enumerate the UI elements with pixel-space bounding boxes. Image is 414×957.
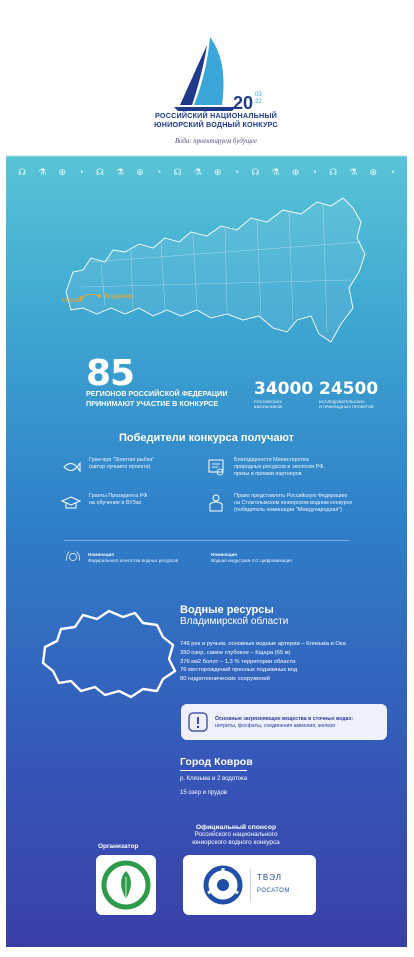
pollution-alert-bold: Основные загрязняющие вещества в сточных водах: bbox=[215, 716, 354, 722]
pollution-alert-detail: нитриты, фосфаты, соединения аммония, железо bbox=[215, 723, 336, 729]
organizer-logo-card bbox=[96, 855, 156, 915]
globe-icon: ⊕ bbox=[369, 167, 378, 177]
sponsor-line-1: Российского национального bbox=[194, 831, 278, 838]
drop-icon: ◔ bbox=[233, 167, 240, 177]
prize-stockholm bbox=[206, 493, 352, 514]
water-fact: 746 рек и ручьев, основные водные артерии – Клязьма и Ока bbox=[180, 641, 346, 647]
organizer-logo-icon bbox=[96, 855, 156, 915]
year-bottom: 22 bbox=[255, 99, 262, 105]
pollution-alert-text bbox=[215, 716, 383, 730]
prize-grand-prix bbox=[61, 457, 154, 477]
drop-icon: ◔ bbox=[155, 167, 162, 177]
drop-icon: ◔ bbox=[311, 167, 317, 177]
city-line-2: 15 озер и прудов bbox=[180, 790, 227, 796]
rosatom-label: РОСАТОМ bbox=[257, 888, 290, 894]
infographic-poster bbox=[6, 7, 407, 947]
graduation-cap-icon bbox=[61, 493, 81, 513]
laurel-emblem-icon bbox=[64, 548, 82, 566]
students-count: 34000 bbox=[254, 379, 314, 399]
globe-icon: ⊕ bbox=[136, 167, 144, 177]
prize-president-grants-line-1: Гранты Президента РФ bbox=[89, 493, 148, 499]
fish-icon bbox=[61, 457, 81, 477]
city-underline bbox=[180, 770, 247, 771]
winners-title: Победители конкурса получают bbox=[118, 432, 294, 444]
title-line-1: РОССИЙСКИЙ НАЦИОНАЛЬНЫЙ bbox=[155, 111, 277, 120]
projects-stat bbox=[319, 379, 389, 409]
nomination-federal-agency bbox=[88, 552, 178, 564]
year-small-label bbox=[255, 92, 262, 106]
section-divider bbox=[64, 540, 349, 541]
microscope-icon: ⚗ bbox=[38, 167, 47, 177]
nomination-industry-text: Водная индустрия 4.0: цифровизация bbox=[211, 558, 292, 563]
nomination-federal-agency-title: Номинация bbox=[88, 552, 114, 557]
sponsor-line-2: юниорского водного конкурса bbox=[192, 839, 280, 846]
title-line-2: ЮНИОРСКИЙ ВОДНЫЙ КОНКУРС bbox=[154, 120, 278, 129]
microscope-icon: ⚗ bbox=[349, 167, 358, 177]
regions-line-2: ПРИНИМАЮТ УЧАСТИЕ В КОНКУРСЕ bbox=[86, 399, 219, 408]
water-facts-list bbox=[180, 640, 400, 684]
rosatom-logo-icon bbox=[203, 865, 243, 905]
nomination-industry-title: Номинация bbox=[211, 552, 237, 557]
sponsor-title: Официальный спонсор bbox=[195, 824, 277, 831]
prize-ministry-line-1: Благодарности Министерства bbox=[234, 457, 309, 463]
regions-count: 85 bbox=[86, 353, 135, 394]
water-fact: 76 месторождений пресных подземных вод bbox=[180, 667, 298, 674]
ear-icon: ☊ bbox=[18, 167, 27, 177]
regions-label bbox=[86, 389, 256, 409]
vladimir-region-map bbox=[39, 607, 179, 702]
prize-stockholm-line-3: (победитель номинации "Международная") bbox=[234, 507, 343, 513]
nomination-industry bbox=[211, 552, 292, 564]
decorative-icon-row bbox=[6, 165, 407, 179]
microscope-icon: ⚗ bbox=[271, 167, 280, 177]
organizer-label: Организатор bbox=[98, 843, 139, 850]
prize-grand-prix-line-1: Гран-при "Золотая рыбка" bbox=[89, 457, 155, 463]
water-fact: 80 гидротехнических сооружений bbox=[180, 676, 270, 683]
prize-ministry bbox=[206, 457, 325, 478]
globe-icon: ⊕ bbox=[58, 167, 67, 177]
prize-stockholm-line-1: Право представлять Российскую Федерацию bbox=[234, 493, 348, 499]
students-label-line-1: РОССИЙСКИХ bbox=[254, 399, 282, 404]
prize-stockholm-text bbox=[234, 493, 352, 514]
prize-ministry-line-2: природных ресурсов и экологии РФ, bbox=[234, 464, 325, 470]
prize-ministry-line-3: призы и премии партнеров bbox=[234, 471, 302, 477]
globe-icon: ⊕ bbox=[214, 167, 222, 177]
projects-label bbox=[319, 399, 389, 409]
year-label: 20 bbox=[233, 93, 254, 113]
microscope-icon: ⚗ bbox=[116, 167, 125, 177]
city-block bbox=[180, 756, 253, 796]
nomination-federal-agency-text: Федерального агентства водных ресурсов bbox=[88, 558, 179, 563]
ear-icon: ☊ bbox=[173, 167, 182, 177]
city-title: Город Ковров bbox=[180, 756, 253, 768]
drop-icon: ◔ bbox=[389, 167, 395, 177]
prize-grand-prix-text bbox=[89, 457, 154, 471]
drop-icon: ◔ bbox=[78, 167, 84, 177]
projects-label-line-1: ИССЛЕДОВАТЕЛЬСКИХ bbox=[319, 399, 365, 404]
pollution-alert-box bbox=[181, 704, 387, 740]
city-label-vladimir: Владимир bbox=[104, 294, 133, 300]
motto: Вода: проектируем будущее bbox=[174, 138, 258, 145]
speaker-person-icon bbox=[206, 493, 226, 513]
prize-president-grants bbox=[61, 493, 147, 513]
exclamation-icon bbox=[188, 712, 208, 732]
water-resources-heading bbox=[180, 604, 288, 627]
poster-header bbox=[6, 7, 407, 155]
water-resources-title: Водные ресурсы bbox=[180, 604, 274, 616]
prize-president-grants-line-2: на обучение в ВУЗах bbox=[89, 500, 142, 506]
city-label-moscow: Москва bbox=[62, 298, 83, 304]
sponsor-logo-divider bbox=[250, 869, 251, 901]
students-label bbox=[254, 399, 324, 409]
students-stat bbox=[254, 379, 324, 409]
projects-label-line-2: И ПРИКЛАДНЫХ ПРОЕКТОВ bbox=[319, 404, 374, 409]
water-fact: 376 км2 болот – 1,3 % территории области bbox=[180, 658, 296, 665]
tvel-label: ТВЭЛ bbox=[257, 873, 282, 882]
ear-icon: ☊ bbox=[95, 167, 104, 177]
globe-icon: ⊕ bbox=[291, 167, 300, 177]
microscope-icon: ⚗ bbox=[193, 167, 202, 177]
prize-ministry-text bbox=[234, 457, 325, 478]
prize-stockholm-line-2: на Стокгольмском юниорском водном конкурсе bbox=[234, 500, 353, 506]
water-resources-subtitle: Владимирской области bbox=[180, 616, 289, 627]
sponsor-logo-card bbox=[183, 855, 316, 915]
water-fact: 350 озер, самое глубокое – Кщара (65 м) bbox=[180, 649, 291, 656]
regions-line-1: РЕГИОНОВ РОССИЙСКОЙ ФЕДЕРАЦИИ bbox=[86, 389, 228, 398]
city-line-1: р. Клязьма и 2 водотока bbox=[180, 776, 248, 782]
year-top: 03 bbox=[255, 92, 262, 98]
official-sponsor-caption bbox=[176, 824, 296, 847]
projects-count: 24500 bbox=[319, 379, 379, 399]
contest-title bbox=[136, 111, 296, 129]
prize-grand-prix-line-2: (автор лучшего проекта) bbox=[89, 464, 151, 470]
ear-icon: ☊ bbox=[329, 167, 338, 177]
ear-icon: ☊ bbox=[251, 167, 260, 177]
certificate-icon bbox=[206, 457, 226, 477]
prize-president-grants-text bbox=[89, 493, 147, 507]
russia-map bbox=[61, 192, 371, 352]
students-label-line-2: ШКОЛЬНИКОВ bbox=[254, 404, 283, 409]
